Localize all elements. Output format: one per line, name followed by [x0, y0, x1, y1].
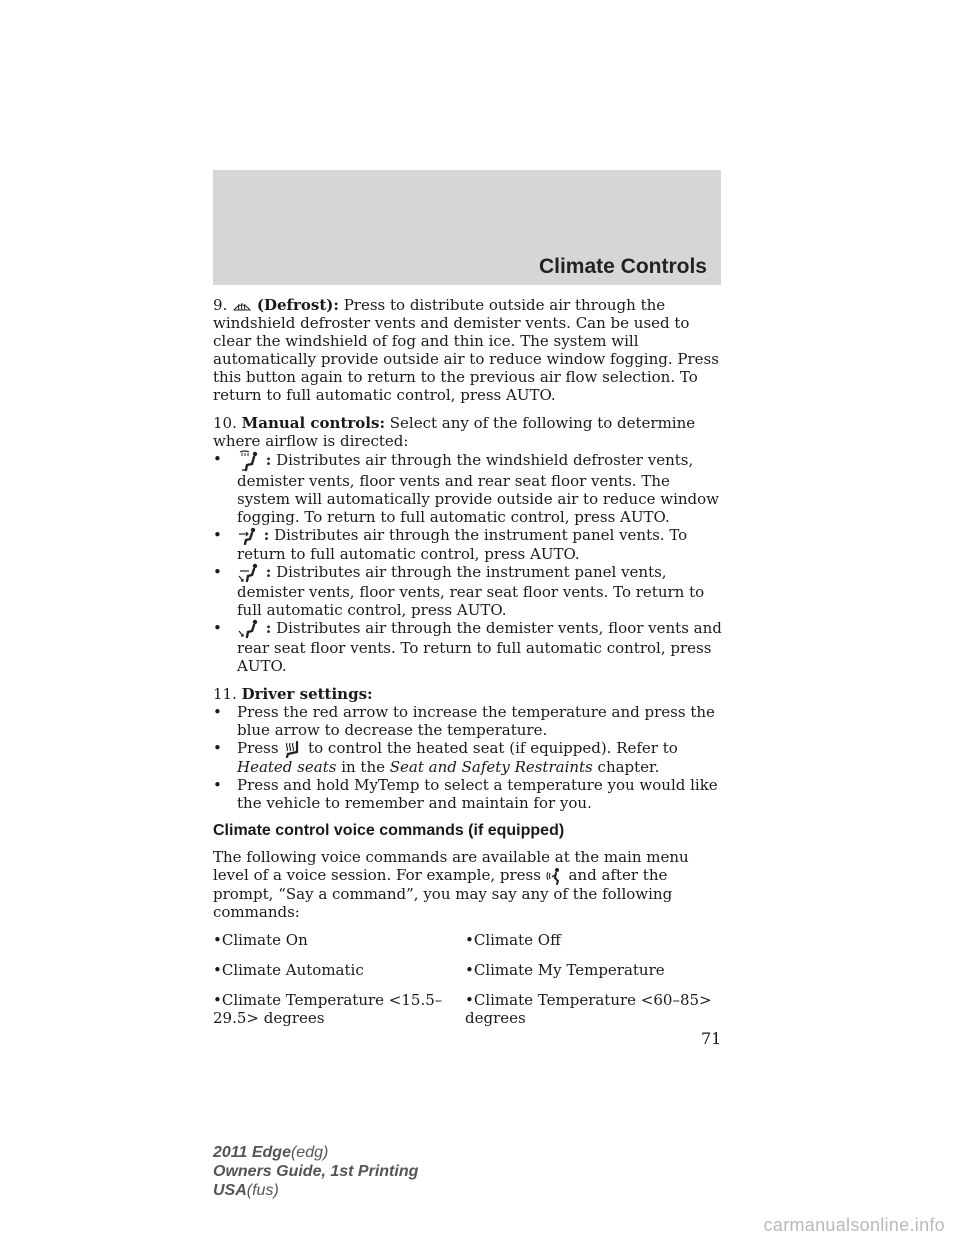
- list-item: [213, 703, 723, 739]
- item-number: 10.: [213, 414, 237, 432]
- airflow-description: Distributes air through the windshield defroster vents, demister vents, floor vents and rear seat floor vents. The system will automatically provide outside air to reduce window fogging. To return to full automatic control, press AUTO.: [237, 451, 720, 526]
- command-text: Climate Temperature <60–85> degrees: [465, 991, 712, 1027]
- footer-edition: Owners Guide, 1st Printing: [213, 1163, 419, 1180]
- colon: :: [265, 451, 272, 469]
- bullet: •: [213, 619, 222, 637]
- voice-commands-heading: Climate control voice commands (if equipped): [213, 822, 565, 839]
- airflow-description: Distributes air through the instrument panel vents. To return to full automatic control, press AUTO.: [237, 526, 688, 563]
- item-number: 11.: [213, 685, 237, 703]
- item-label: Manual controls:: [241, 414, 385, 432]
- bullet: •: [213, 563, 222, 581]
- item-10-manual-controls: [213, 414, 723, 675]
- section-header-band: [213, 170, 721, 285]
- bullet: •: [213, 776, 222, 794]
- bullet: •: [465, 961, 474, 979]
- print-footer: [213, 1143, 418, 1200]
- airflow-description: Distributes air through the demister vents, floor vents and rear seat floor vents. To return to full automatic control, press AUTO.: [237, 619, 722, 675]
- footer-model: 2011 Edge: [213, 1144, 291, 1161]
- airflow-description: Distributes air through the instrument panel vents, demister vents, floor vents, rear seat floor vents. To return to full automatic control, press AUTO.: [237, 563, 705, 619]
- list-item-text: in the: [341, 758, 385, 776]
- footer-market: USA: [213, 1182, 247, 1199]
- list-item-text: chapter.: [597, 758, 660, 776]
- voice-command: [465, 931, 717, 949]
- colon: :: [265, 563, 272, 581]
- voice-button-icon: [546, 867, 564, 885]
- item-text: defroster vents and demister vents. Can be used to clear the windshield of fog and thin ice. The system will automatically provide outside air to reduce window fogging. Press this button again to return to the previous air flow selection. To return to full automatic control, press AUTO.: [213, 314, 719, 404]
- voice-command: [465, 991, 717, 1027]
- item-label: (Defrost):: [256, 296, 339, 314]
- section-title: Climate Controls: [538, 255, 707, 278]
- page-content: [213, 296, 723, 1027]
- voice-command: [213, 961, 465, 979]
- windshield-floor-airflow-icon: [237, 450, 261, 472]
- item-text: Select any of the following to determine where airflow is directed:: [213, 414, 696, 450]
- intro-text: and after the prompt, “Say a command”, you may say any of the following commands:: [213, 866, 673, 921]
- item-11-driver-settings: [213, 685, 723, 812]
- floor-airflow-icon: [237, 619, 261, 639]
- colon: :: [263, 526, 270, 544]
- cross-reference: Heated seats: [237, 758, 337, 776]
- airflow-option: [213, 619, 723, 675]
- airflow-option: [213, 526, 723, 563]
- footer-code: (edg): [290, 1144, 329, 1161]
- command-text: Climate My Temperature: [473, 961, 665, 979]
- list-item: [213, 776, 723, 812]
- voice-commands-intro: [213, 848, 723, 921]
- list-item-text: Press: [237, 739, 279, 757]
- command-text: Climate Off: [473, 931, 561, 949]
- list-item-text: Press the red arrow to increase the temperature and press the blue arrow to decrease the temperature.: [237, 703, 715, 739]
- voice-command: [213, 931, 465, 949]
- item-label: Driver settings:: [241, 685, 373, 703]
- airflow-option: [213, 563, 723, 619]
- bullet: •: [213, 961, 222, 979]
- list-item-text: to control the heated seat (if equipped). Refer to: [308, 739, 678, 757]
- voice-command-list: [213, 931, 723, 1027]
- list-item-text: Press and hold MyTemp to select a temperature you would like the vehicle to remember and maintain for you.: [237, 776, 718, 812]
- item-text: Press to distribute outside air through the windshield: [213, 296, 666, 332]
- bullet: •: [213, 450, 222, 468]
- panel-floor-airflow-icon: [237, 563, 261, 583]
- bullet: •: [213, 739, 222, 757]
- bullet: •: [213, 991, 222, 1009]
- command-text: Climate Automatic: [221, 961, 364, 979]
- list-item: [213, 739, 723, 776]
- bullet: •: [465, 931, 474, 949]
- item-9-defrost: [213, 296, 723, 404]
- voice-command: [213, 991, 465, 1027]
- bullet: •: [465, 991, 474, 1009]
- defrost-icon: [232, 298, 252, 314]
- intro-text: The following voice commands are available at the main menu level of a voice session. For example, press: [213, 848, 689, 884]
- command-text: Climate On: [221, 931, 308, 949]
- bullet: •: [213, 931, 222, 949]
- voice-command: [465, 961, 717, 979]
- watermark: carmanualsonline.info: [763, 1215, 945, 1235]
- page-number: 71: [701, 1029, 722, 1048]
- airflow-option: [213, 450, 723, 526]
- bullet: •: [213, 703, 222, 721]
- heated-seat-icon: [283, 740, 303, 758]
- colon: :: [265, 619, 272, 637]
- item-number: 9.: [213, 296, 228, 314]
- bullet: •: [213, 526, 222, 544]
- footer-code: (fus): [246, 1182, 279, 1199]
- panel-airflow-icon: [237, 527, 259, 545]
- command-text: Climate Temperature <15.5–29.5> degrees: [213, 991, 443, 1027]
- cross-reference: Seat and Safety Restraints: [389, 758, 593, 776]
